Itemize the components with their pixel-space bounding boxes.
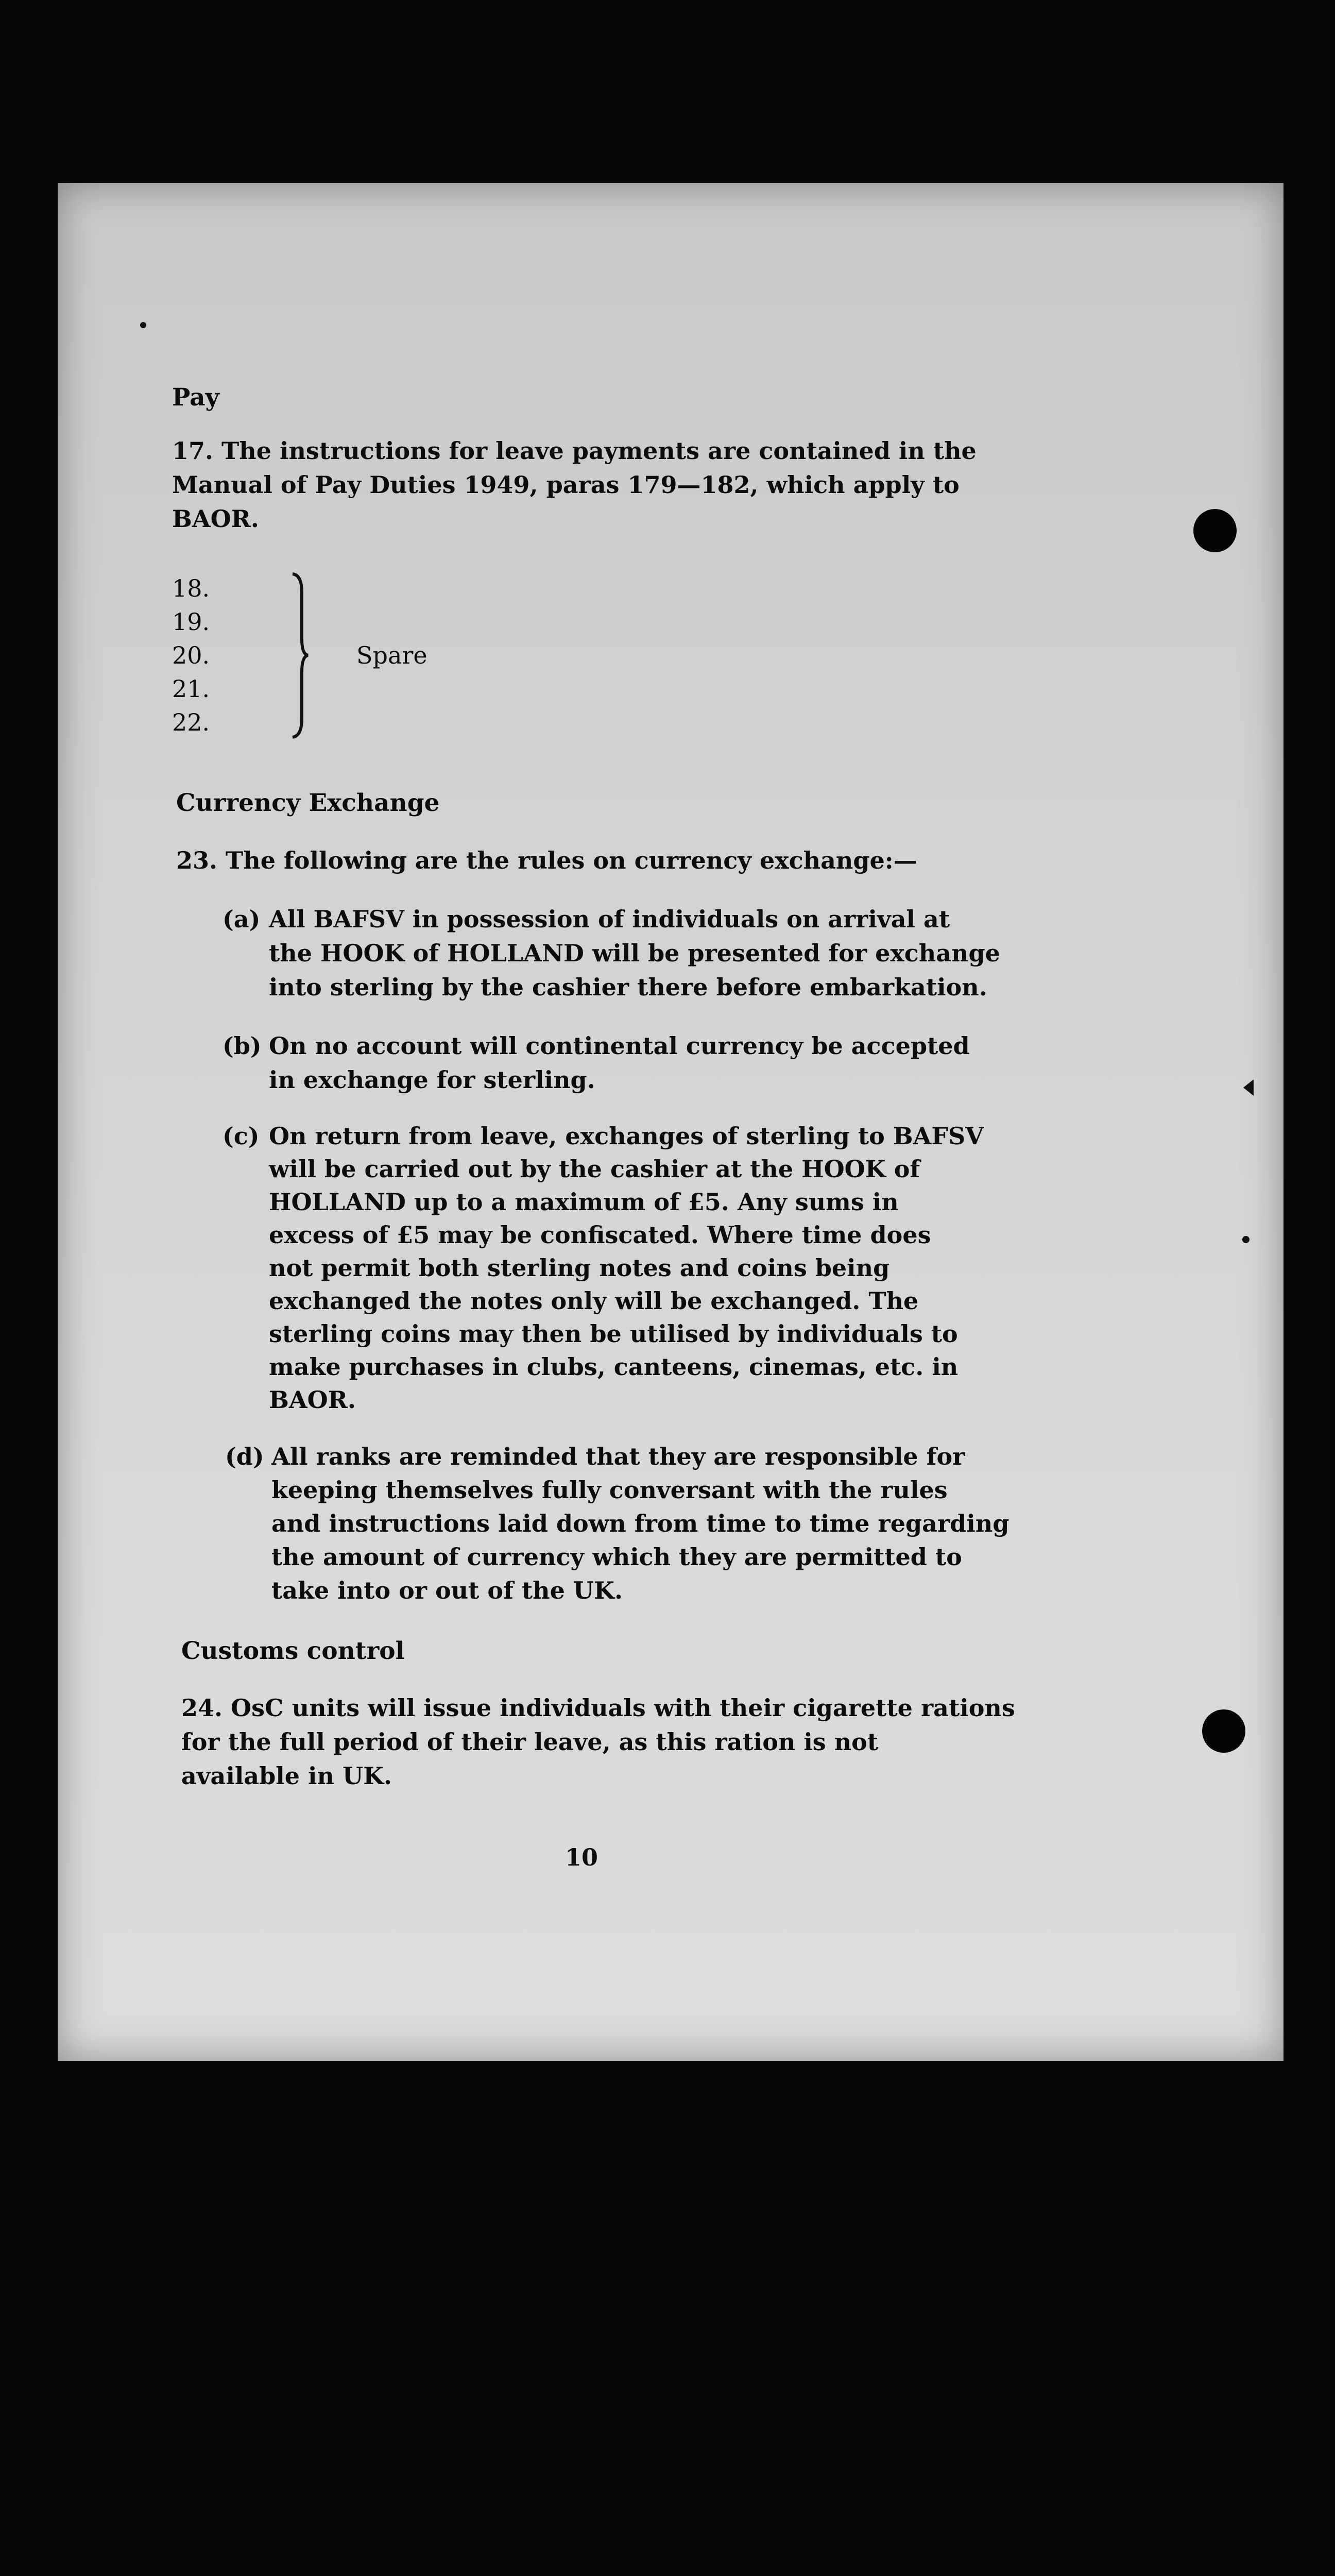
para-24-line-2: for the full period of their leave, as this ration is not: [181, 1728, 879, 1756]
document-page: [58, 183, 1283, 2061]
spare-number-19: 19.: [172, 608, 210, 636]
item-a-line-1: All BAFSV in possession of individuals on arrival at: [269, 905, 950, 933]
para-17-line-2: Manual of Pay Duties 1949, paras 179—182, which apply to: [172, 471, 960, 499]
item-d-marker: (d): [225, 1443, 264, 1470]
speck: [1242, 1078, 1255, 1097]
item-c-line-7: sterling coins may then be utilised by individuals to: [269, 1320, 958, 1348]
item-c-line-2: will be carried out by the cashier at the HOOK of: [269, 1155, 920, 1183]
punch-hole: [1202, 1709, 1245, 1753]
spare-label: Spare: [356, 641, 427, 669]
para-24-line-1: 24. OsC units will issue individuals with their cigarette rations: [181, 1694, 1015, 1722]
item-d-line-4: the amount of currency which they are permitted to: [271, 1543, 962, 1571]
item-c-line-6: exchanged the notes only will be exchanged. The: [269, 1287, 919, 1315]
para-24-line-3: available in UK.: [181, 1762, 392, 1790]
item-d-line-1: All ranks are reminded that they are responsible for: [271, 1443, 965, 1470]
para-17-line-3: BAOR.: [172, 505, 259, 533]
item-c-line-1: On return from leave, exchanges of sterling to BAFSV: [269, 1122, 984, 1150]
item-c-line-4: excess of £5 may be confiscated. Where time does: [269, 1221, 931, 1249]
item-a-line-3: into sterling by the cashier there before embarkation.: [269, 973, 987, 1001]
item-b-line-2: in exchange for sterling.: [269, 1066, 595, 1094]
item-c-line-5: not permit both sterling notes and coins being: [269, 1254, 890, 1282]
item-a-line-2: the HOOK of HOLLAND will be presented for exchange: [269, 939, 1000, 967]
spare-number-22: 22.: [172, 708, 210, 736]
item-d-line-5: take into or out of the UK.: [271, 1577, 623, 1604]
item-d-line-2: keeping themselves fully conversant with the rules: [271, 1476, 948, 1504]
brace-icon: [289, 572, 310, 739]
para-17-line-1: 17. The instructions for leave payments are contained in the: [172, 437, 977, 465]
item-b-line-1: On no account will continental currency be accepted: [269, 1032, 970, 1060]
spare-number-18: 18.: [172, 574, 210, 602]
item-a-marker: (a): [222, 905, 261, 933]
speck: [1242, 1236, 1250, 1243]
punch-hole: [1193, 509, 1237, 552]
speck: [140, 322, 146, 328]
customs-heading: Customs control: [181, 1637, 405, 1665]
pay-heading: Pay: [172, 383, 219, 412]
para-23: 23. The following are the rules on currency exchange:—: [176, 846, 917, 874]
spare-number-20: 20.: [172, 641, 210, 669]
item-b-marker: (b): [222, 1032, 262, 1060]
item-d-line-3: and instructions laid down from time to time regarding: [271, 1510, 1009, 1537]
item-c-line-8: make purchases in clubs, canteens, cinemas, etc. in: [269, 1353, 959, 1381]
item-c-marker: (c): [222, 1122, 260, 1150]
spare-number-21: 21.: [172, 675, 210, 703]
currency-heading: Currency Exchange: [176, 789, 440, 817]
item-c-line-3: HOLLAND up to a maximum of £5. Any sums in: [269, 1188, 899, 1216]
page-number: 10: [565, 1843, 598, 1871]
item-c-line-9: BAOR.: [269, 1386, 356, 1414]
